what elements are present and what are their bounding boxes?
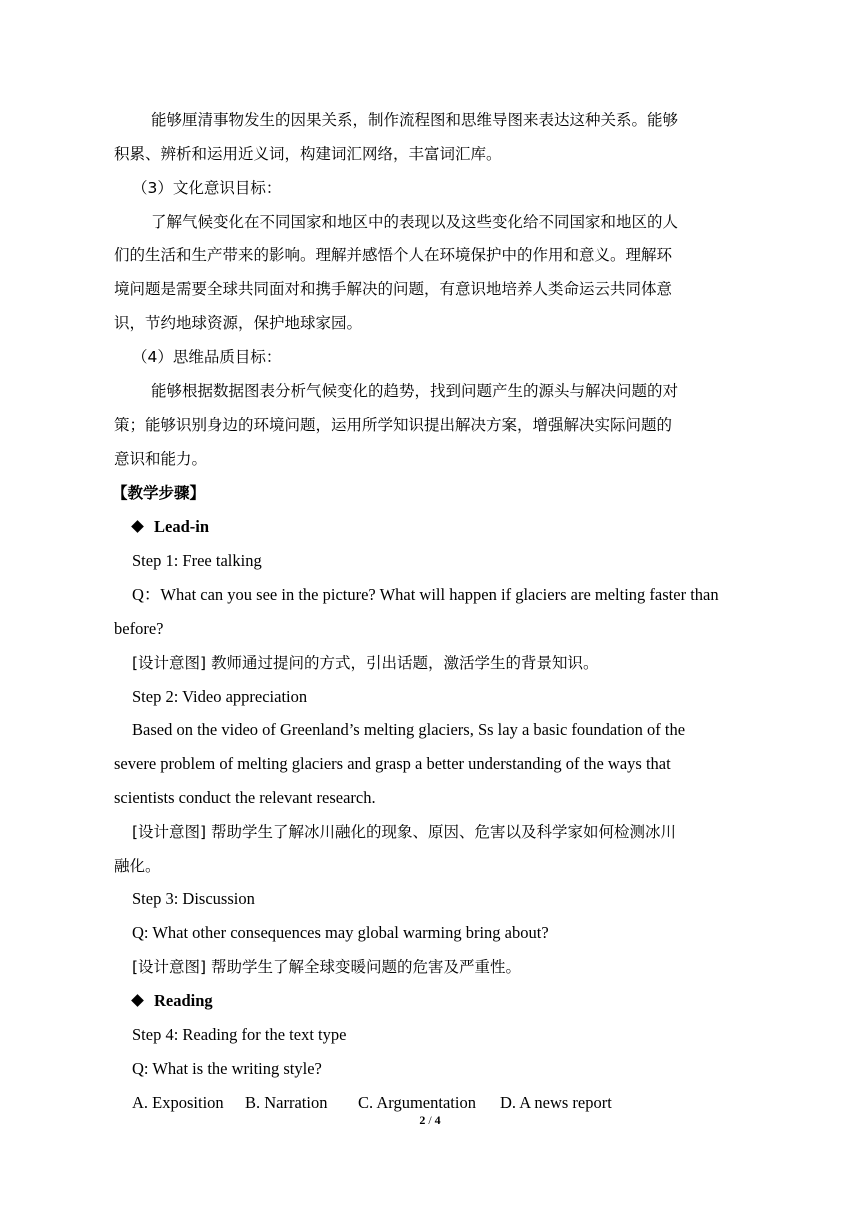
question-line: before? (114, 619, 164, 638)
question-line: Q：What can you see in the picture? What will happen if glaciers are melting faster than (132, 585, 719, 604)
reading-heading-text: Reading (154, 991, 213, 1010)
paragraph-line: 能够根据数据图表分析气候变化的趋势，找到问题产生的源头与解决问题的对 (151, 382, 679, 400)
paragraph-line: 意识和能力。 (114, 450, 208, 468)
step-heading: Step 2: Video appreciation (132, 687, 308, 706)
design-intent: 融化。 (114, 857, 161, 875)
steps-heading: 【教学步骤】 (112, 484, 206, 502)
paragraph-line: scientists conduct the relevant research. (114, 788, 376, 807)
step-heading: Step 1: Free talking (132, 551, 262, 570)
diamond-bullet-icon (131, 994, 144, 1007)
option-b: B. Narration (245, 1093, 328, 1112)
reading-heading (133, 991, 773, 1011)
paragraph-line: 们的生活和生产带来的影响。理解并感悟个人在环境保护中的作用和意义。理解环 (114, 246, 673, 264)
paragraph-line: Based on the video of Greenland’s melting glaciers, Ss lay a basic foundation of the (132, 720, 686, 739)
step-heading: Step 4: Reading for the text type (132, 1025, 347, 1044)
paragraph-line: 积累、辨析和运用近义词，构建词汇网络，丰富词汇库。 (114, 145, 502, 163)
paragraph-line: 策；能够识别身边的环境问题，运用所学知识提出解决方案，增强解决实际问题的 (114, 416, 673, 434)
page-number-total: 4 (434, 1113, 441, 1127)
paragraph-line: severe problem of melting glaciers and grasp a better understanding of the ways that (114, 754, 671, 773)
section-heading: （3）文化意识目标： (132, 179, 282, 197)
option-d: D. A news report (500, 1093, 612, 1112)
page-number (0, 1113, 860, 1128)
paragraph-line: 境问题是需要全球共同面对和携手解决的问题，有意识地培养人类命运云共同体意 (114, 280, 673, 298)
option-a: A. Exposition (132, 1093, 224, 1112)
leadin-heading-text: Lead-in (154, 517, 210, 536)
paragraph-line: 识，节约地球资源，保护地球家园。 (114, 314, 363, 332)
leadin-heading (133, 517, 773, 537)
option-c: C. Argumentation (358, 1093, 476, 1112)
answer-options (132, 1093, 772, 1113)
design-intent: [设计意图] 教师通过提问的方式，引出话题，激活学生的背景知识。 (132, 654, 599, 672)
design-intent: [设计意图] 帮助学生了解全球变暖问题的危害及严重性。 (132, 958, 522, 976)
page-number-separator: / (425, 1113, 435, 1127)
diamond-bullet-icon (131, 520, 144, 533)
question-line: Q: What other consequences may global warming bring about? (132, 923, 549, 942)
step-heading: Step 3: Discussion (132, 889, 255, 908)
question-line: Q: What is the writing style? (132, 1059, 322, 1078)
paragraph-line: 了解气候变化在不同国家和地区中的表现以及这些变化给不同国家和地区的人 (151, 213, 679, 231)
page-number-current: 2 (419, 1113, 426, 1127)
paragraph-line: 能够厘清事物发生的因果关系，制作流程图和思维导图来表达这种关系。能够 (151, 111, 679, 129)
design-intent: [设计意图] 帮助学生了解冰川融化的现象、原因、危害以及科学家如何检测冰川 (132, 823, 677, 841)
section-heading: （4）思维品质目标： (132, 348, 282, 366)
